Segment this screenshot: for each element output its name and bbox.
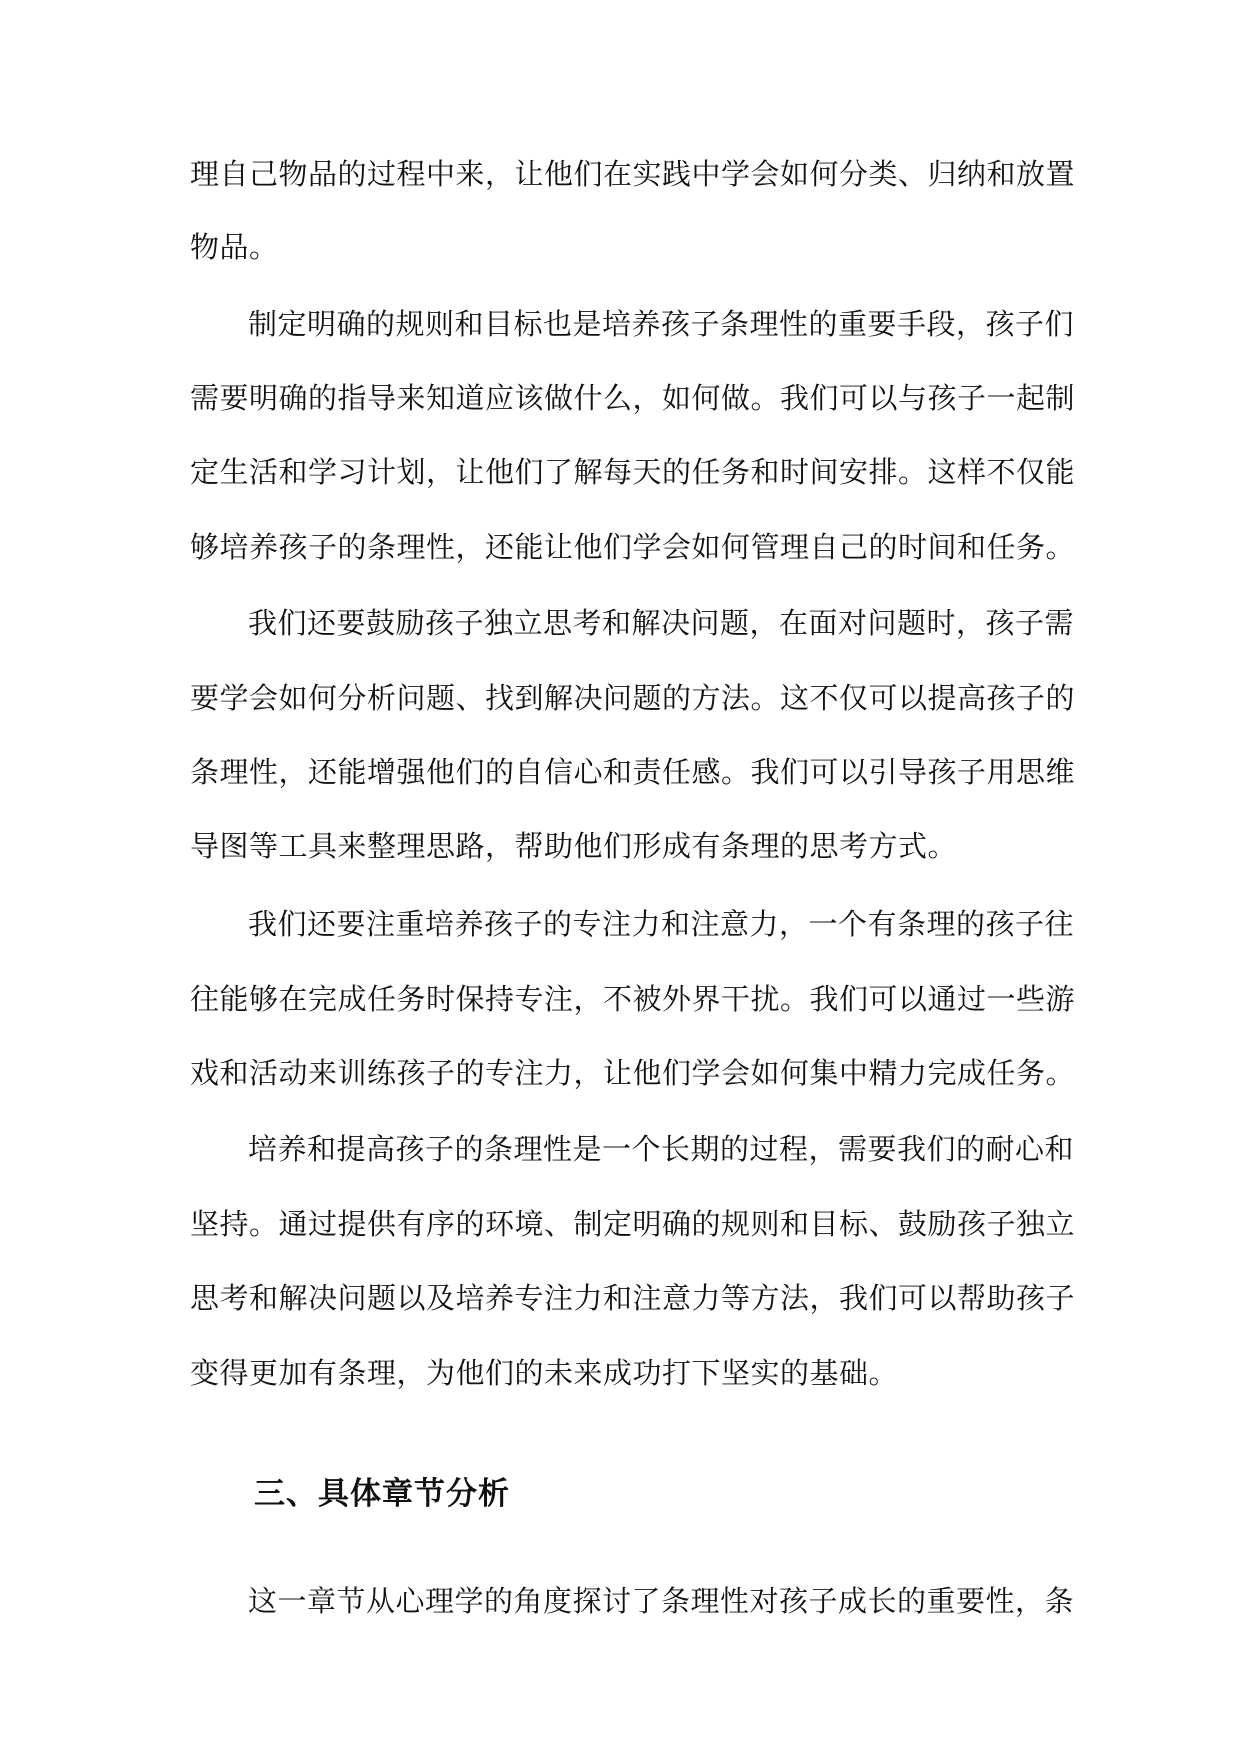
paragraph-5-line-3: 思考和解决问题以及培养专注力和注意力等方法，我们可以帮助孩子 xyxy=(190,1281,1076,1315)
section-heading: 三、具体章节分析 xyxy=(254,1476,510,1512)
paragraph-3-line-2: 要学会如何分析问题、找到解决问题的方法。这不仅可以提高孩子的 xyxy=(190,681,1076,715)
paragraph-4-line-3: 戏和活动来训练孩子的专注力，让他们学会如何集中精力完成任务。 xyxy=(190,1056,1076,1090)
paragraph-4-line-1: 我们还要注重培养孩子的专注力和注意力，一个有条理的孩子往 xyxy=(248,907,1075,941)
paragraph-4-line-2: 往能够在完成任务时保持专注，不被外界干扰。我们可以通过一些游 xyxy=(190,982,1076,1016)
section-paragraph-line-1: 这一章节从心理学的角度探讨了条理性对孩子成长的重要性，条 xyxy=(248,1584,1075,1618)
paragraph-3-line-4: 导图等工具来整理思路，帮助他们形成有条理的思考方式。 xyxy=(190,829,958,863)
paragraph-5-line-1: 培养和提高孩子的条理性是一个长期的过程，需要我们的耐心和 xyxy=(248,1132,1075,1166)
paragraph-1-line-2: 物品。 xyxy=(190,230,279,264)
paragraph-5-line-2: 坚持。通过提供有序的环境、制定明确的规则和目标、鼓励孩子独立 xyxy=(190,1207,1076,1241)
paragraph-2-line-4: 够培养孩子的条理性，还能让他们学会如何管理自己的时间和任务。 xyxy=(190,530,1076,564)
paragraph-3-line-1: 我们还要鼓励孩子独立思考和解决问题，在面对问题时，孩子需 xyxy=(248,606,1075,640)
paragraph-2-line-2: 需要明确的指导来知道应该做什么，如何做。我们可以与孩子一起制 xyxy=(190,381,1076,415)
paragraph-1-line-1: 理自己物品的过程中来，让他们在实践中学会如何分类、归纳和放置 xyxy=(190,157,1076,191)
paragraph-3-line-3: 条理性，还能增强他们的自信心和责任感。我们可以引导孩子用思维 xyxy=(190,755,1076,789)
paragraph-2-line-3: 定生活和学习计划，让他们了解每天的任务和时间安排。这样不仅能 xyxy=(190,455,1076,489)
paragraph-2-line-1: 制定明确的规则和目标也是培养孩子条理性的重要手段，孩子们 xyxy=(248,307,1075,341)
paragraph-5-line-4: 变得更加有条理，为他们的未来成功打下坚实的基础。 xyxy=(190,1356,899,1390)
